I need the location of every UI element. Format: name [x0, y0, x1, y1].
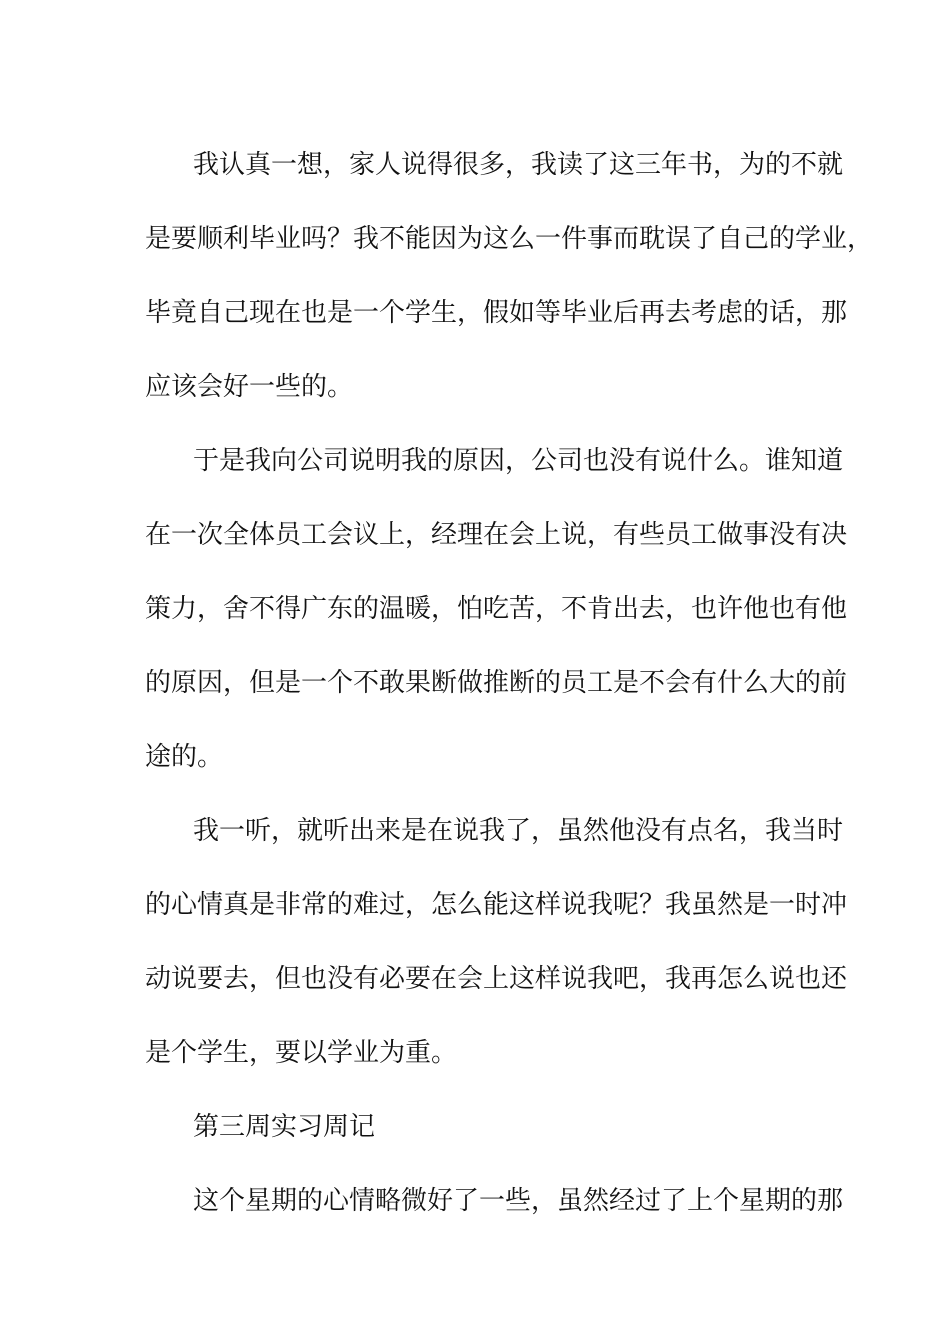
paragraph-line: 于是我向公司说明我的原因，公司也没有说什么。谁知道	[193, 446, 844, 476]
section-heading: 第三周实习周记	[193, 1112, 376, 1142]
paragraph-line: 是个学生，要以学业为重。	[145, 1038, 458, 1068]
paragraph-line: 动说要去，但也没有必要在会上这样说我吧，我再怎么说也还	[145, 964, 848, 994]
document-body	[145, 128, 874, 1238]
paragraph-line: 我认真一想，家人说得很多，我读了这三年书，为的不就	[193, 150, 844, 180]
paragraph-line: 的原因，但是一个不敢果断做推断的员工是不会有什么大的前	[145, 668, 848, 698]
paragraph-line: 是要顺利毕业吗？我不能因为这么一件事而耽误了自己的学业，	[145, 224, 874, 254]
paragraph-line: 策力，舍不得广东的温暖，怕吃苦，不肯出去，也许他也有他	[145, 594, 848, 624]
paragraph-line: 的心情真是非常的难过，怎么能这样说我呢？我虽然是一时冲	[145, 890, 848, 920]
paragraph-line: 我一听，就听出来是在说我了，虽然他没有点名，我当时	[193, 816, 844, 846]
paragraph-line: 毕竟自己现在也是一个学生，假如等毕业后再去考虑的话，那	[145, 298, 848, 328]
paragraph-line: 这个星期的心情略微好了一些，虽然经过了上个星期的那	[193, 1186, 844, 1216]
paragraph-line: 途的。	[145, 742, 224, 772]
paragraph-line: 应该会好一些的。	[145, 372, 354, 402]
paragraph-line: 在一次全体员工会议上，经理在会上说，有些员工做事没有决	[145, 520, 848, 550]
